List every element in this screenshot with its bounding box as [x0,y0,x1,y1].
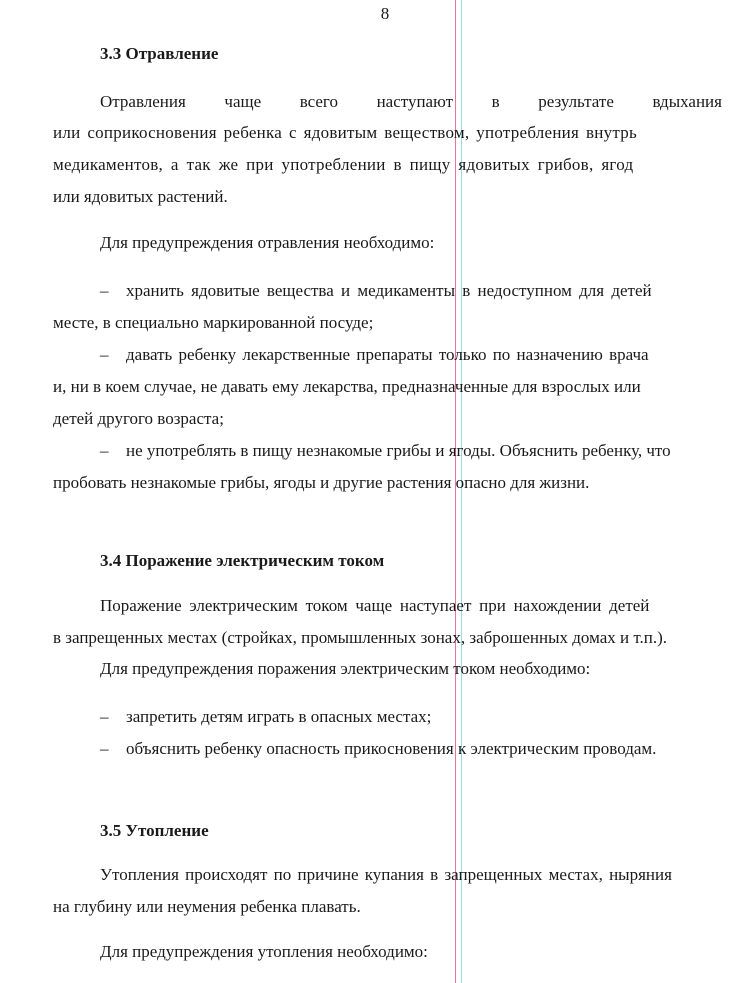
poisoning-intro-line: медикаментов, а так же при употреблении в пищу ядовитых грибов, ягод [53,155,634,174]
poisoning-intro-line: или соприкосновения ребенка с ядовитым веществом, употребления внутрь [53,123,638,142]
list-item [100,279,652,303]
list-item-continuation: и, ни в коем случае, не давать ему лекарства, предназначенные для взрослых или [53,377,641,396]
list-item [100,343,649,367]
list-item [100,705,431,729]
word: чаще [224,92,262,111]
list-item [100,439,671,463]
drowning-intro-line: на глубину или неумения ребенка плавать. [53,897,361,916]
list-item-text: объяснить ребенку опасность прикосновения к электрическим проводам. [126,739,657,758]
list-item-text: хранить ядовитые вещества и медикаменты в недоступном для детей [126,281,652,300]
page-number: 8 [380,4,390,23]
list-dash: – [100,281,109,300]
list-dash: – [100,441,109,460]
word: Отравления [100,92,186,111]
poisoning-prevention-text: Для предупреждения отравления необходимо: [100,233,435,252]
word: наступают [376,92,454,111]
word: в [491,92,500,111]
list-item-continuation: пробовать незнакомые грибы, ягоды и другие растения опасно для жизни. [53,473,590,492]
electric-intro-line: в запрещенных местах (стройках, промышленных зонах, заброшенных домах и т.п.). [53,628,668,647]
list-dash: – [100,739,109,758]
list-item-text: не употреблять в пищу незнакомые грибы и ягоды. Объяснить ребенку, что [126,441,671,460]
drowning-intro-line: Утопления происходят по причине купания в запрещенных местах, ныряния [100,865,672,884]
list-dash: – [100,707,109,726]
section-heading-drowning: 3.5 Утопление [100,821,209,840]
poisoning-intro-first-line [100,90,722,114]
list-dash: – [100,345,109,364]
drowning-prevention-text: Для предупреждения утопления необходимо: [100,942,428,961]
electric-intro-line: Поражение электрическим током чаще наступает при нахождении детей [100,596,650,615]
list-item [100,737,656,761]
word: всего [299,92,338,111]
list-item-continuation: детей другого возраста; [53,409,224,428]
poisoning-intro-line: или ядовитых растений. [53,187,228,206]
list-item-continuation: месте, в специально маркированной посуде; [53,313,374,332]
electric-prevention-text: Для предупреждения поражения электрическим током необходимо: [100,659,591,678]
word: результате [538,92,614,111]
word: вдыхания [652,92,722,111]
section-heading-poisoning: 3.3 Отравление [100,44,219,63]
list-item-text: давать ребенку лекарственные препараты только по назначению врача [126,345,649,364]
list-item-text: запретить детям играть в опасных местах; [126,707,432,726]
section-heading-electric-shock: 3.4 Поражение электрическим током [100,551,385,570]
